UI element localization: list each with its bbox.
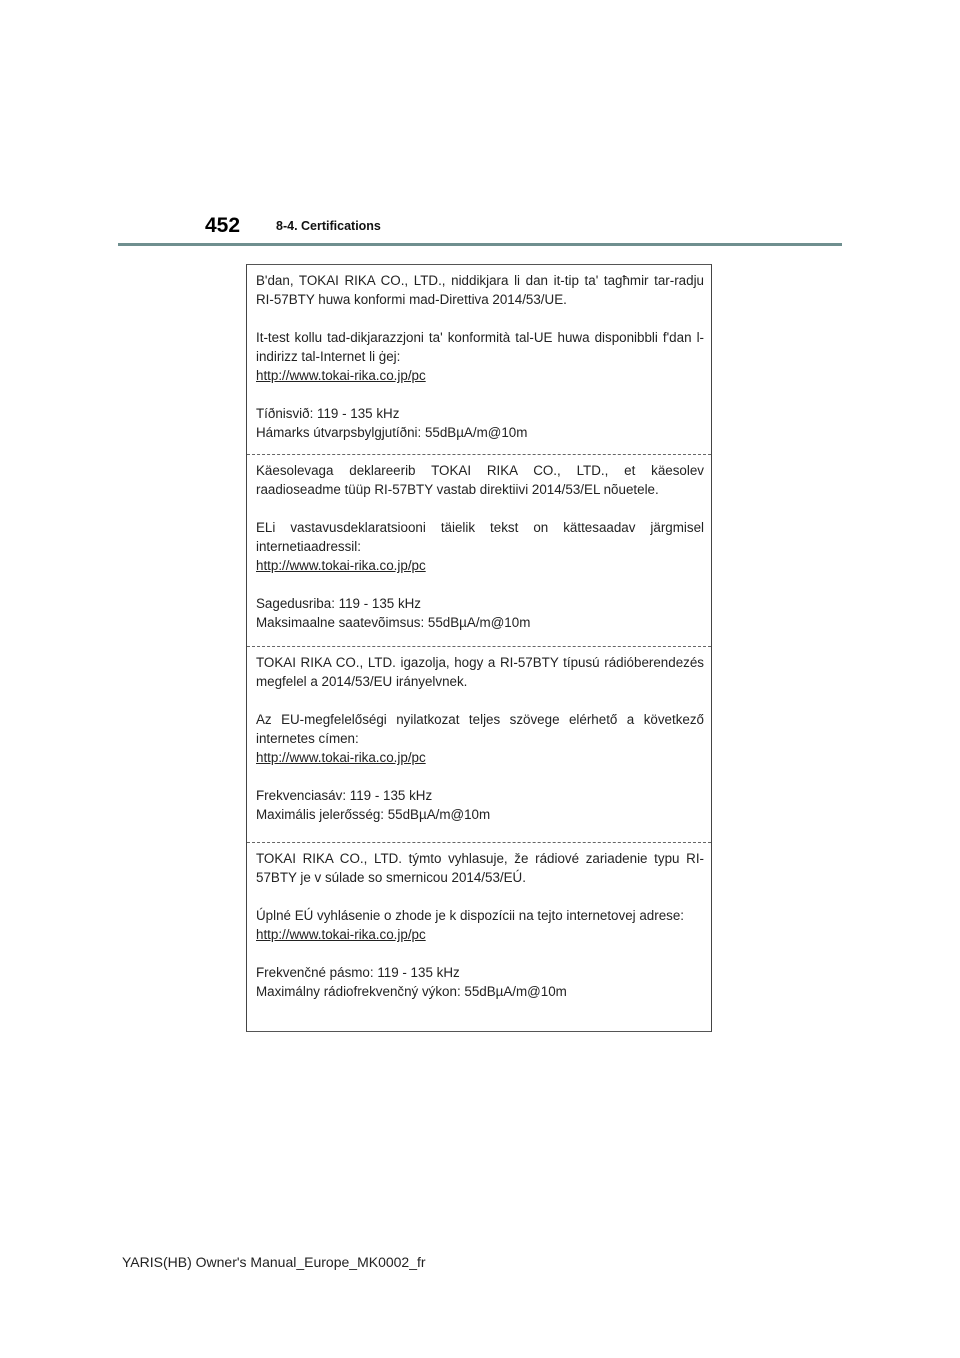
section-title: 8-4. Certifications	[276, 219, 381, 233]
frequency-band-text	[256, 963, 704, 1001]
declaration-url-link[interactable]: http://www.tokai-rika.co.jp/pc	[256, 558, 426, 573]
frequency-band: Frekvenciasáv: 119 - 135 kHz	[256, 788, 433, 803]
declaration-url-link[interactable]: http://www.tokai-rika.co.jp/pc	[256, 927, 426, 942]
frequency-band: Tíðnisvið: 119 - 135 kHz	[256, 406, 400, 421]
frequency-band-text	[256, 786, 704, 824]
availability-label: ELi vastavusdeklaratsiooni täielik tekst on kättesaadav järgmisel internetiaadressil:	[256, 520, 704, 554]
availability-label: Úplné EÚ vyhlásenie o zhode je k dispozícii na tejto internetovej adrese:	[256, 908, 685, 923]
certification-section-estonian	[247, 454, 711, 646]
declaration-text: B'dan, TOKAI RIKA CO., LTD., niddikjara li dan it-tip ta' tagħmir tar-radju RI-57BTY huwa konformi mad-Direttiva 2014/53/UE.	[256, 273, 704, 307]
header-divider	[118, 243, 842, 246]
max-power: Maximális jelerősség: 55dBµA/m@10m	[256, 807, 491, 822]
declaration-url-link[interactable]: http://www.tokai-rika.co.jp/pc	[256, 368, 426, 383]
availability-text	[256, 518, 704, 575]
availability-label: It-test kollu tad-dikjarazzjoni ta' konformità tal-UE huwa disponibbli f'dan l-indirizz tal-Internet li ġej:	[256, 330, 704, 364]
availability-text	[256, 710, 704, 767]
declaration-url-link[interactable]: http://www.tokai-rika.co.jp/pc	[256, 750, 426, 765]
declaration-text: Käesolevaga deklareerib TOKAI RIKA CO., LTD., et käesolev raadioseadme tüüp RI-57BTY vastab direktiivi 2014/53/EL nõuetele.	[256, 463, 704, 497]
availability-label: Az EU-megfelelőségi nyilatkozat teljes szövege elérhető a következő internetes címen:	[256, 712, 704, 746]
frequency-band-text	[256, 594, 704, 632]
max-power: Maksimaalne saatevõimsus: 55dBµA/m@10m	[256, 615, 531, 630]
max-power: Hámarks útvarpsbylgjutíðni: 55dBµA/m@10m	[256, 425, 528, 440]
availability-text	[256, 906, 704, 944]
frequency-band: Frekvenčné pásmo: 119 - 135 kHz	[256, 965, 460, 980]
certification-section-maltese	[247, 265, 711, 454]
certification-box	[246, 264, 712, 1032]
declaration-text: TOKAI RIKA CO., LTD. týmto vyhlasuje, že rádiové zariadenie typu RI-57BTY je v súlade so smernicou 2014/53/EÚ.	[256, 851, 704, 885]
frequency-band-text	[256, 404, 704, 442]
certification-section-slovak	[247, 842, 711, 1032]
declaration-text: TOKAI RIKA CO., LTD. igazolja, hogy a RI-57BTY típusú rádióberendezés megfelel a 2014/53/EU irányelvnek.	[256, 655, 704, 689]
availability-text	[256, 328, 704, 385]
max-power: Maximálny rádiofrekvenčný výkon: 55dBµA/m@10m	[256, 984, 567, 999]
certification-section-hungarian	[247, 646, 711, 842]
page-number: 452	[205, 214, 241, 237]
document-footer: YARIS(HB) Owner's Manual_Europe_MK0002_fr	[122, 1254, 426, 1270]
frequency-band: Sagedusriba: 119 - 135 kHz	[256, 596, 422, 611]
